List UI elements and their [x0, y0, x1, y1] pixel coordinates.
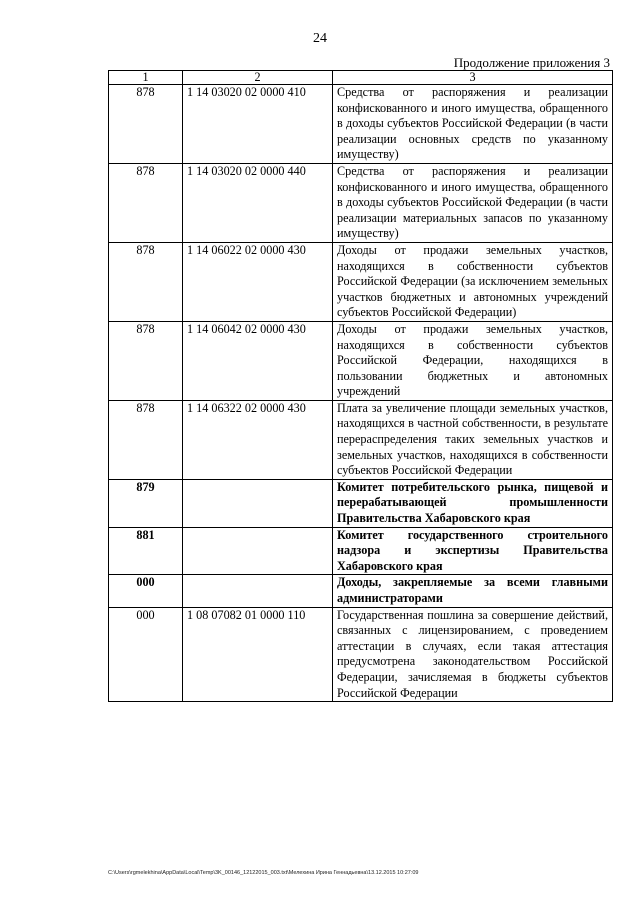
file-path-footer: C:\Users\rgmelekhina\AppData\Local\Temp\3K_00146_12122015_003.txt\Мелехина Ирина Геннадьевна\13.12.2015 10:27:09	[108, 870, 419, 876]
table-row	[109, 527, 613, 575]
admin-code-cell: 881	[109, 527, 183, 575]
admin-code-cell: 000	[109, 575, 183, 607]
admin-code-cell: 878	[109, 242, 183, 321]
revenue-code-cell: 1 14 06022 02 0000 430	[183, 242, 333, 321]
revenue-code-cell: 1 14 06322 02 0000 430	[183, 400, 333, 479]
header-col-3: 3	[333, 71, 613, 85]
header-col-2: 2	[183, 71, 333, 85]
revenue-code-cell	[183, 479, 333, 527]
revenue-table	[108, 70, 613, 702]
description-cell: Средства от распоряжения и реализации конфискованного и иного имущества, обращенного в доходы субъектов Российской Федерации (в части реализации основных средств по указанному имуществу)	[333, 85, 613, 164]
admin-code-cell: 878	[109, 400, 183, 479]
description-cell: Средства от распоряжения и реализации конфискованного и иного имущества, обращенного в доходы субъектов Российской Федерации (в части реализации материальных запасов по указанному имуществу)	[333, 163, 613, 242]
table-row	[109, 85, 613, 164]
admin-code-cell: 878	[109, 85, 183, 164]
table-row	[109, 607, 613, 702]
description-cell: Комитет государственного строительного надзора и экспертизы Правительства Хабаровского края	[333, 527, 613, 575]
description-cell: Плата за увеличение площади земельных участков, находящихся в частной собственности, в результате перераспределения таких земельных участков и земельных участков, находящихся в собственности субъектов Российской Федерации	[333, 400, 613, 479]
admin-code-cell: 878	[109, 163, 183, 242]
admin-code-cell: 000	[109, 607, 183, 702]
description-cell: Доходы от продажи земельных участков, находящихся в собственности субъектов Российской Федерации (за исключением земельных участков бюджетных и автономных учреждений субъектов Российской Федерации)	[333, 242, 613, 321]
table-row	[109, 242, 613, 321]
table-header-row	[109, 71, 613, 85]
description-cell: Доходы от продажи земельных участков, находящихся в собственности субъектов Российской Федерации, находящихся в пользовании бюджетных и автономных учреждений	[333, 321, 613, 400]
description-cell: Государственная пошлина за совершение действий, связанных с лицензированием, с проведением аттестации в случаях, если такая аттестация предусмотрена законодательством Российской Федерации, зачисляемая в бюджеты субъектов Российской Федерации	[333, 607, 613, 702]
revenue-code-cell: 1 08 07082 01 0000 110	[183, 607, 333, 702]
continuation-label: Продолжение приложения 3	[453, 55, 610, 70]
description-cell: Комитет потребительского рынка, пищевой и перерабатывающей промышленности Правительства Хабаровского края	[333, 479, 613, 527]
table-row	[109, 479, 613, 527]
revenue-code-cell: 1 14 06042 02 0000 430	[183, 321, 333, 400]
revenue-code-cell	[183, 575, 333, 607]
page-number: 24	[313, 31, 327, 46]
admin-code-cell: 879	[109, 479, 183, 527]
table-row	[109, 400, 613, 479]
description-cell: Доходы, закрепляемые за всеми главными администраторами	[333, 575, 613, 607]
admin-code-cell: 878	[109, 321, 183, 400]
revenue-code-cell: 1 14 03020 02 0000 440	[183, 163, 333, 242]
table-row	[109, 575, 613, 607]
table-row	[109, 163, 613, 242]
header-col-1: 1	[109, 71, 183, 85]
revenue-code-cell: 1 14 03020 02 0000 410	[183, 85, 333, 164]
table-row	[109, 321, 613, 400]
revenue-code-cell	[183, 527, 333, 575]
